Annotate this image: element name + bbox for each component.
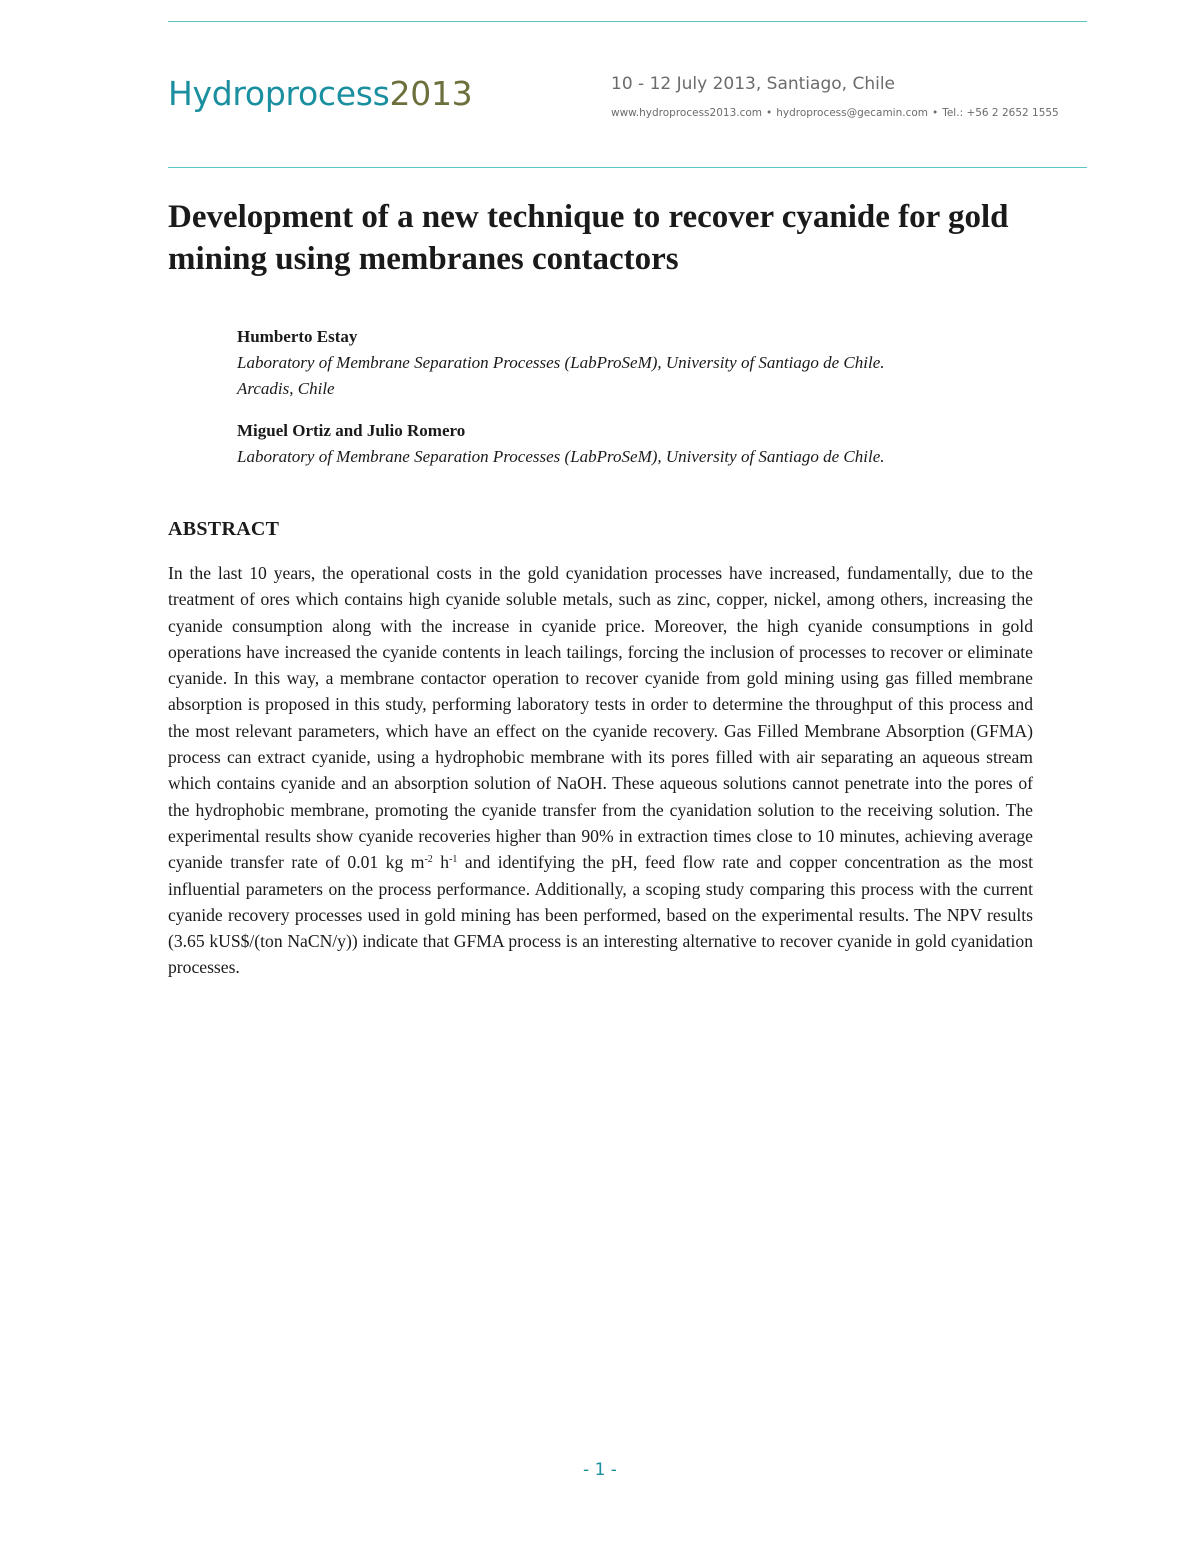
abstract-part: h <box>432 852 450 873</box>
separator: • <box>932 107 939 119</box>
email-link[interactable]: hydroprocess@gecamin.com <box>776 107 929 119</box>
logo-brand-text: Hydroprocess <box>168 74 390 113</box>
conference-logo <box>168 74 472 113</box>
paper-title: Development of a new technique to recover cyanide for gold mining using membranes contactors <box>168 199 1009 277</box>
abstract-text <box>168 560 1033 981</box>
author-affiliation: Laboratory of Membrane Separation Processes (LabProSeM), University of Santiago de Chile. <box>237 447 885 466</box>
author-block <box>237 324 1037 402</box>
page-number: - 1 - <box>583 1460 617 1480</box>
header-bottom-rule <box>168 167 1087 168</box>
author-name: Humberto Estay <box>237 327 358 346</box>
author-affiliation: Arcadis, Chile <box>237 379 335 398</box>
superscript: -2 <box>424 854 433 866</box>
header-top-rule <box>168 21 1087 22</box>
author-affiliation: Laboratory of Membrane Separation Processes (LabProSeM), University of Santiago de Chile. <box>237 353 885 372</box>
contact-line <box>611 107 1059 119</box>
author-list <box>237 324 1037 470</box>
logo-year-text: 2013 <box>389 74 473 113</box>
separator: • <box>766 107 773 119</box>
superscript: -1 <box>449 854 458 866</box>
abstract-heading: ABSTRACT <box>168 518 280 540</box>
abstract-part: and identifying the pH, feed flow rate and copper concentration as the most influential parameters on the process performance. Additionally, a scoping study comparing this process with the current cyanide recovery processes used in gold mining has been performed, based on the experimental results. The NPV results (3.65 kUS$/(ton NaCN/y)) indicate that GFMA process is an interesting alternative to recover cyanide in gold cyanidation processes. <box>168 852 1033 978</box>
abstract-part: In the last 10 years, the operational costs in the gold cyanidation processes have increased, fundamentally, due to the treatment of ores which contains high cyanide soluble metals, such as zinc, copper, nickel, among others, increasing the cyanide consumption along with the increase in cyanide price. Moreover, the high cyanide consumptions in gold operations have increased the cyanide contents in leach tailings, forcing the inclusion of processes to recover or eliminate cyanide. In this way, a membrane contactor operation to recover cyanide from gold mining using gas filled membrane absorption is proposed in this study, performing laboratory tests in order to determine the throughput of this process and the most relevant parameters, which have an effect on the cyanide recovery. Gas Filled Membrane Absorption (GFMA) process can extract cyanide, using a hydrophobic membrane with its pores filled with air separating an aqueous stream which contains cyanide and an absorption solution of NaOH. These aqueous solutions cannot penetrate into the pores of the hydrophobic membrane, promoting the cyanide transfer from the cyanidation solution to the receiving solution. The experimental results show cyanide recoveries higher than 90% in extraction times close to 10 minutes, achieving average cyanide transfer rate of 0.01 kg m <box>168 563 1033 873</box>
author-block <box>237 418 1037 470</box>
event-date: 10 - 12 July 2013, Santiago, Chile <box>611 74 895 94</box>
website-link[interactable]: www.hydroprocess2013.com <box>611 107 763 119</box>
phone-number: Tel.: +56 2 2652 1555 <box>942 107 1059 119</box>
author-name: Miguel Ortiz and Julio Romero <box>237 421 466 440</box>
